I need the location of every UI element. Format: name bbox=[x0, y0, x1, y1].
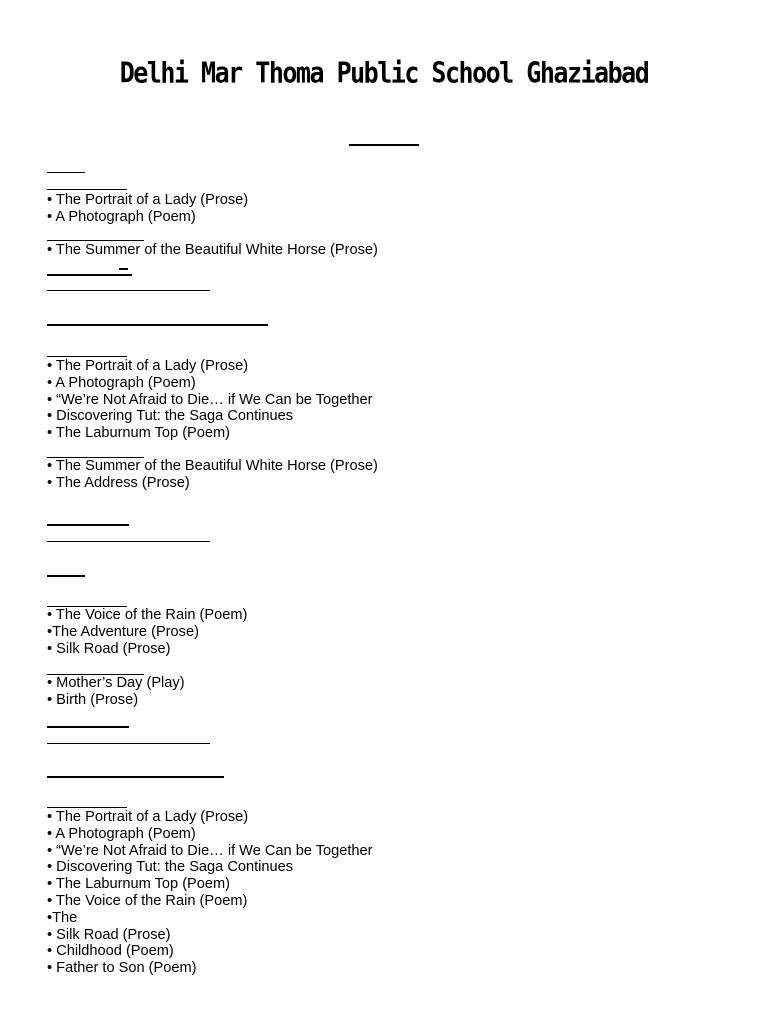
list-group3-a bbox=[47, 607, 247, 657]
list-item: • Discovering Tut: the Saga Continues bbox=[47, 408, 294, 425]
list-group2-b bbox=[47, 458, 378, 492]
heading-rule bbox=[47, 172, 85, 173]
list-group2-a bbox=[47, 358, 373, 442]
list-group1-a bbox=[47, 192, 248, 226]
heading-rule bbox=[47, 743, 210, 744]
heading-rule bbox=[47, 575, 85, 577]
list-item: • The Summer of the Beautiful White Horse (Prose) bbox=[47, 242, 378, 258]
list-item: • Childhood (Poem) bbox=[47, 943, 174, 960]
school-title: Delhi Mar Thoma Public School Ghaziabad bbox=[119, 55, 649, 90]
list-item: • Silk Road (Prose) bbox=[47, 640, 171, 657]
heading-rule bbox=[47, 776, 224, 778]
heading-rule bbox=[47, 726, 129, 728]
heading-rule bbox=[47, 240, 144, 241]
list-item: • Discovering Tut: the Saga Continues bbox=[47, 859, 294, 876]
list-item: • A Photograph (Poem) bbox=[47, 208, 196, 225]
list-group1-b bbox=[47, 242, 378, 259]
heading-rule bbox=[47, 541, 210, 542]
list-item: • The Laburnum Top (Poem) bbox=[47, 425, 231, 442]
list-item: • Birth (Prose) bbox=[47, 691, 139, 708]
heading-rule bbox=[47, 189, 127, 190]
list-item: • The Voice of the Rain (Poem) bbox=[47, 892, 248, 909]
list-item: • Mother’s Day (Play) bbox=[47, 675, 185, 691]
heading-rule bbox=[47, 524, 129, 526]
list-item: • The Address (Prose) bbox=[47, 474, 190, 491]
list-item: • A Photograph (Poem) bbox=[47, 825, 196, 842]
list-item: •The Adventure (Prose) bbox=[47, 623, 199, 640]
heading-rule bbox=[47, 807, 127, 808]
list-item: • The Summer of the Beautiful White Horse (Prose) bbox=[47, 458, 378, 474]
list-group3-b bbox=[47, 675, 185, 709]
list-item: • “We’re Not Afraid to Die… if We Can be Together bbox=[47, 842, 373, 859]
list-item: •The bbox=[47, 909, 78, 926]
list-item: • The Portrait of a Lady (Prose) bbox=[47, 192, 249, 208]
heading-rule bbox=[47, 324, 268, 326]
list-group4-a bbox=[47, 809, 373, 977]
heading-rule bbox=[349, 144, 419, 146]
list-item: • Father to Son (Poem) bbox=[47, 960, 197, 977]
list-item: • The Portrait of a Lady (Prose) bbox=[47, 809, 249, 825]
heading-rule bbox=[47, 290, 210, 291]
list-item: • A Photograph (Poem) bbox=[47, 374, 196, 391]
heading-rule bbox=[47, 274, 132, 276]
list-item: • The Laburnum Top (Poem) bbox=[47, 876, 231, 893]
list-item: • “We’re Not Afraid to Die… if We Can be Together bbox=[47, 391, 373, 408]
list-item: • The Portrait of a Lady (Prose) bbox=[47, 358, 249, 374]
dash-mark bbox=[119, 268, 128, 270]
list-item: • The Voice of the Rain (Poem) bbox=[47, 607, 248, 623]
list-item: • Silk Road (Prose) bbox=[47, 926, 171, 943]
heading-rule bbox=[47, 356, 127, 357]
